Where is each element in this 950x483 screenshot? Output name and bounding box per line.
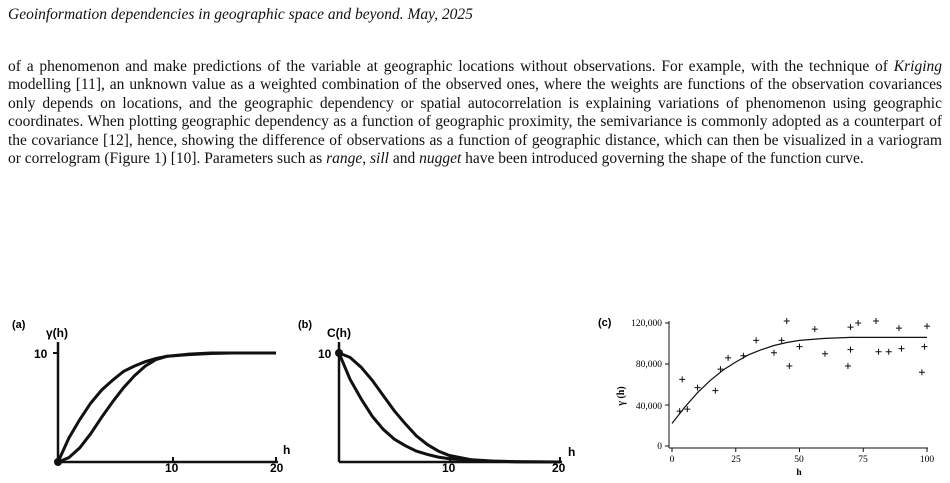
panel-c-ytick-0: 0 <box>657 442 662 452</box>
panel-a-origin-dot <box>54 458 62 466</box>
panel-b-xlabel: h <box>568 445 576 459</box>
panel-c-data-point <box>679 376 685 382</box>
panel-c-points <box>677 318 930 414</box>
panel-c-ytick-40000: 40,000 <box>635 402 662 412</box>
panel-c-data-point <box>876 349 882 355</box>
panel-c-data-point <box>695 385 701 391</box>
panel-c-data-point <box>677 408 683 414</box>
panel-c-data-point <box>921 344 927 350</box>
text-segment: , <box>362 150 370 168</box>
panel-c-data-point <box>771 350 777 356</box>
panel-c-ylabel: γ (h) <box>616 386 627 406</box>
panel-c-data-point <box>848 347 854 353</box>
term-nugget: nugget <box>419 150 462 168</box>
panel-a-xtick-20: 20 <box>270 461 284 475</box>
panel-c-data-point <box>753 337 759 343</box>
body-paragraph <box>8 58 942 168</box>
correlogram-panel-b <box>296 312 581 480</box>
panel-b-xtick-20: 20 <box>552 461 566 475</box>
panel-c-ytick-120000: 120,000 <box>631 319 662 329</box>
panel-c-xtick-25: 25 <box>731 455 741 465</box>
panel-b-ytick: 10 <box>318 347 332 361</box>
panel-c-data-point <box>812 326 818 332</box>
panel-c-data-point <box>784 318 790 324</box>
panel-a-xlabel: h <box>283 443 290 457</box>
text-segment: have been introduced governing the shape of the function curve. <box>461 150 864 168</box>
variogram-panel-a <box>10 312 290 480</box>
term-range: range <box>326 150 363 168</box>
text-segment: and <box>388 150 420 168</box>
panel-b-curve-exponential <box>339 353 560 462</box>
text-segment: modelling [11], an unknown value as a weighted combination of the observed ones, where the weights are functions of the observation covariances only depends on locations, and the geographic dependency or spatial autocorrelation is explaining variations of phenomenon using geographic coordinates. When plotting geographic dependency as a function of geographic proximity, the semivariance is commonly adopted as a counterpart of the covariance [12], hence, showing the difference of observations as a function of geographic distance, which can then be visualized in a variogram or correlogram (Figure 1) [10]. Parameters such as <box>8 76 942 168</box>
panel-c-data-point <box>899 346 905 352</box>
panel-b-label: (b) <box>298 319 313 331</box>
running-header: Geoinformation dependencies in geographic space and beyond. May, 2025 <box>8 6 473 23</box>
panel-c-data-point <box>822 351 828 357</box>
term-sill: sill <box>370 150 389 168</box>
panel-c-data-point <box>919 369 925 375</box>
panel-c-label: (c) <box>598 317 612 329</box>
panel-c-data-point <box>797 344 803 350</box>
panel-a-curve-exponential <box>58 353 276 462</box>
empirical-variogram-panel-c <box>596 312 942 480</box>
panel-b-xtick-10: 10 <box>442 461 456 475</box>
panel-c-data-point <box>855 320 861 326</box>
panel-c-ytick-80000: 80,000 <box>635 360 662 370</box>
panel-b-curve-gaussian <box>339 353 560 462</box>
panel-c-xtick-100: 100 <box>919 455 935 465</box>
panel-c-data-point <box>725 355 731 361</box>
panel-c-data-point <box>786 363 792 369</box>
panel-c-data-point <box>886 349 892 355</box>
panel-c-data-point <box>779 337 785 343</box>
panel-b-ylabel: C(h) <box>327 326 351 340</box>
panel-b-start-dot <box>335 349 343 357</box>
panel-a-curve-gaussian <box>58 353 276 462</box>
panel-a-ytick: 10 <box>34 347 48 361</box>
panel-c-xtick-0: 0 <box>669 455 675 465</box>
panel-a-xtick-10: 10 <box>165 461 179 475</box>
panel-c-xlabel: h <box>796 468 802 478</box>
panel-c-xtick-75: 75 <box>858 455 868 465</box>
panel-c-data-point <box>740 353 746 359</box>
panel-a-ylabel: γ(h) <box>46 326 68 340</box>
panel-c-xtick-50: 50 <box>794 455 804 465</box>
panel-c-data-point <box>845 363 851 369</box>
panel-c-data-point <box>896 325 902 331</box>
panel-c-data-point <box>873 318 879 324</box>
text-segment: of a phenomenon and make predictions of the variable at geographic locations without observations. For example, with the technique of <box>8 58 894 75</box>
panel-c-data-point <box>712 388 718 394</box>
term-kriging: Kriging <box>893 58 942 75</box>
panel-a-label: (a) <box>12 319 26 331</box>
panel-c-data-point <box>848 324 854 330</box>
panel-c-data-point <box>924 323 930 329</box>
